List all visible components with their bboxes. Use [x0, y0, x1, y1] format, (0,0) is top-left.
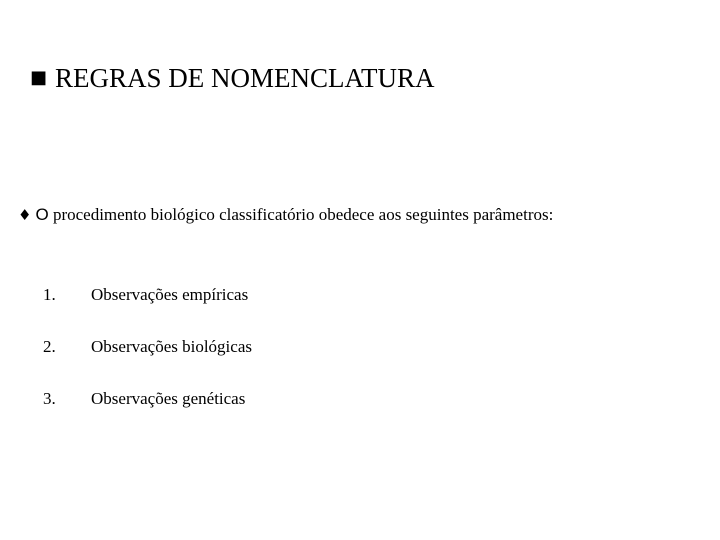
- list-item-number: 3.: [43, 389, 56, 408]
- parameters-list: [43, 284, 252, 440]
- list-item-text: Observações biológicas: [91, 337, 252, 356]
- square-bullet-icon: ■: [30, 67, 48, 88]
- list-item-number: 1.: [43, 285, 56, 304]
- intro-text: procedimento biológico classificatório obedece aos seguintes parâmetros:: [48, 205, 554, 224]
- list-item-text: Observações empíricas: [91, 285, 249, 304]
- intro-paragraph: [18, 204, 553, 226]
- intro-first-letter: O: [35, 205, 49, 224]
- diamond-bullet-icon: ♦: [18, 206, 32, 224]
- list-item: [43, 336, 252, 388]
- list-item: [43, 388, 252, 440]
- slide-title: [30, 62, 435, 94]
- slide-title-text: REGRAS DE NOMENCLATURA: [55, 63, 435, 93]
- list-item-number: 2.: [43, 337, 56, 356]
- list-item-text: Observações genéticas: [91, 389, 246, 408]
- list-item: [43, 284, 252, 336]
